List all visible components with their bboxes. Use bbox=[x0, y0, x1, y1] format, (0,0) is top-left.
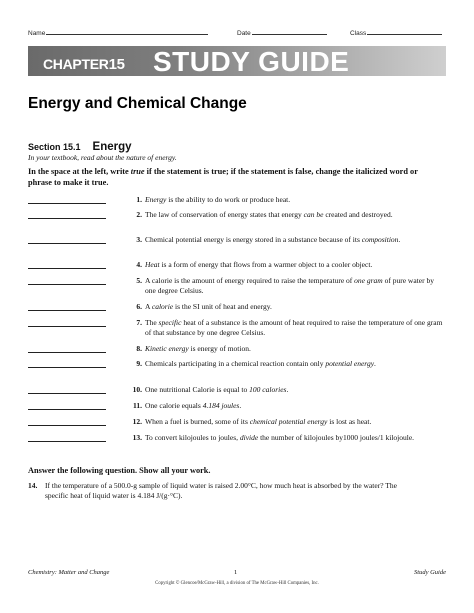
statement-number: 9. bbox=[136, 359, 142, 368]
answer-blank[interactable] bbox=[28, 203, 106, 204]
statement-text: Chemical potential energy is energy stored in a substance because of its composition. bbox=[145, 235, 401, 244]
statement-text: Heat is a form of energy that flows from a warmer object to a cooler object. bbox=[145, 260, 373, 269]
statement-text: To convert kilojoules to joules, divide the number of kilojoules by1000 joules/1 kilojoule. bbox=[145, 433, 415, 442]
class-label: Class bbox=[350, 30, 367, 37]
answer-blank[interactable] bbox=[28, 243, 106, 244]
statement-text: A calorie is the SI unit of heat and energy. bbox=[145, 302, 272, 311]
question-number: 14. bbox=[28, 481, 38, 490]
statement-text: A calorie is the amount of energy required to raise the temperature of one gram of pure water by one degree Celsius. bbox=[145, 276, 434, 295]
answer-blank[interactable] bbox=[28, 268, 106, 269]
study-guide-heading: STUDY GUIDE bbox=[153, 46, 350, 77]
page-title: Energy and Chemical Change bbox=[28, 95, 247, 112]
date-label: Date bbox=[237, 30, 251, 37]
answer-blank[interactable] bbox=[28, 367, 106, 368]
student-info-header bbox=[28, 27, 446, 39]
footer-book-title: Chemistry: Matter and Change bbox=[28, 569, 110, 576]
name-line[interactable] bbox=[46, 29, 208, 35]
statement-number: 10. bbox=[132, 385, 142, 394]
answer-blank[interactable] bbox=[28, 326, 106, 327]
name-label: Name bbox=[28, 30, 46, 37]
instructions: In the space at the left, write true if the statement is true; if the statement is false, change the italicized word or phrase to make it true. bbox=[28, 167, 418, 187]
statement-text: One calorie equals 4.184 joules. bbox=[145, 401, 242, 410]
statement-number: 5. bbox=[136, 276, 142, 285]
chapter-number: 15 bbox=[108, 56, 125, 73]
statement-number: 6. bbox=[136, 302, 142, 311]
answer-blank[interactable] bbox=[28, 441, 106, 442]
statement-number: 12. bbox=[132, 417, 142, 426]
statement-text: Chemicals participating in a chemical reaction contain only potential energy. bbox=[145, 359, 376, 368]
answer-blank[interactable] bbox=[28, 352, 106, 353]
copyright-notice: Copyright © Glencoe/McGraw-Hill, a division of The McGraw-Hill Companies, Inc. bbox=[155, 581, 319, 586]
answer-blank[interactable] bbox=[28, 218, 106, 219]
statement-text: When a fuel is burned, some of its chemical potential energy is lost as heat. bbox=[145, 417, 372, 426]
statement-text: The specific heat of a substance is the amount of heat required to raise the temperature of one gram of that substance by one degree Celsius. bbox=[145, 318, 443, 337]
statement-number: 3. bbox=[136, 235, 142, 244]
date-line[interactable] bbox=[252, 29, 327, 35]
chapter-label: CHAPTER15 bbox=[43, 56, 125, 73]
statement-text: Kinetic energy is energy of motion. bbox=[145, 344, 251, 353]
statement-number: 4. bbox=[136, 260, 142, 269]
statement-number: 8. bbox=[136, 344, 142, 353]
statement-number: 11. bbox=[133, 401, 142, 410]
statement-number: 2. bbox=[136, 210, 142, 219]
statement-number: 13. bbox=[132, 433, 142, 442]
section-number: Section 15.1 bbox=[28, 142, 81, 152]
question-heading: Answer the following question. Show all your work. bbox=[28, 466, 211, 475]
statement-number: 7. bbox=[136, 318, 142, 327]
statement-text: The law of conservation of energy states that energy can be created and destroyed. bbox=[145, 210, 393, 219]
date-field[interactable] bbox=[237, 29, 327, 37]
reading-intro: In your textbook, read about the nature of energy. bbox=[28, 153, 177, 162]
name-field[interactable] bbox=[28, 29, 208, 37]
answer-blank[interactable] bbox=[28, 409, 106, 410]
statement-text: One nutritional Calorie is equal to 100 calories. bbox=[145, 385, 289, 394]
answer-blank[interactable] bbox=[28, 284, 106, 285]
statement-number: 1. bbox=[136, 195, 142, 204]
statement-text: Energy is the ability to do work or produce heat. bbox=[145, 195, 291, 204]
chapter-banner bbox=[28, 46, 446, 76]
question-text: If the temperature of a 500.0-g sample of liquid water is raised 2.00°C, how much heat is absorbed by the water? The specific heat of liquid water is 4.184 J/(g·°C). bbox=[45, 481, 397, 500]
answer-blank[interactable] bbox=[28, 393, 106, 394]
footer-guide-label: Study Guide bbox=[414, 569, 446, 576]
section-name: Energy bbox=[92, 141, 132, 153]
answer-blank[interactable] bbox=[28, 310, 106, 311]
class-line[interactable] bbox=[367, 29, 442, 35]
page-number: 1 bbox=[234, 569, 238, 576]
answer-blank[interactable] bbox=[28, 425, 106, 426]
class-field[interactable] bbox=[350, 29, 442, 37]
